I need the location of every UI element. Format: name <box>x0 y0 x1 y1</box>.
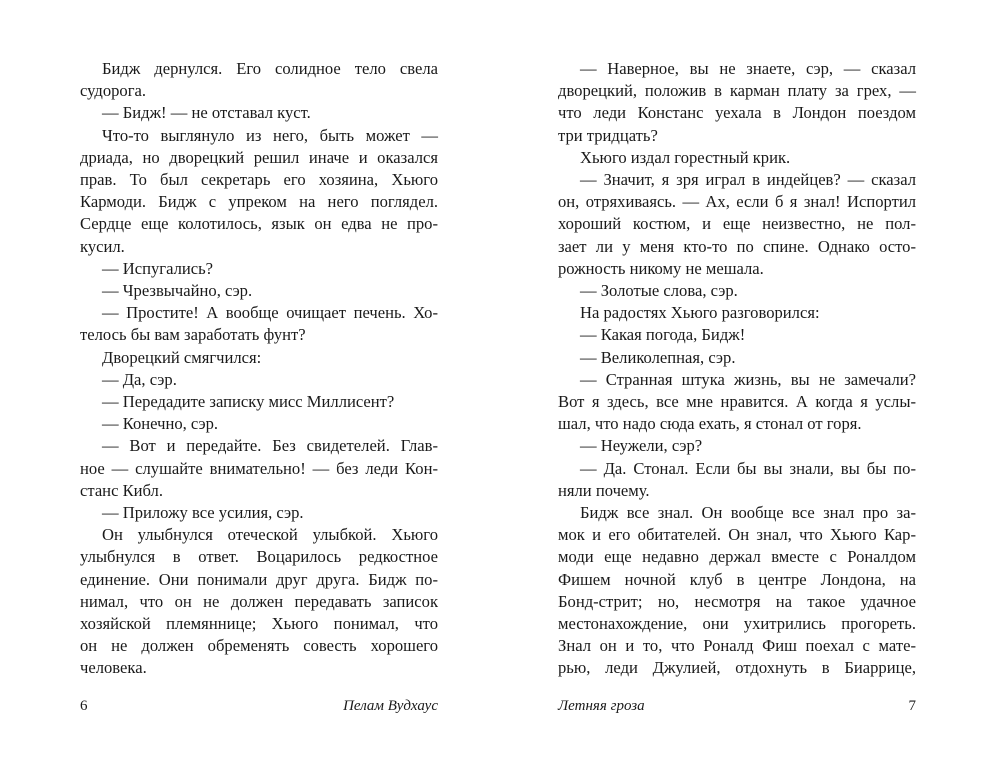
paragraph <box>80 347 438 369</box>
text-line: — Приложу все усилия, сэр. <box>102 503 304 523</box>
text-line: рожность никому не мешала. <box>558 258 764 278</box>
paragraph <box>80 258 438 280</box>
text-line: Хьюго издал горестный крик. <box>580 147 791 167</box>
paragraph <box>80 524 438 679</box>
paragraph <box>558 369 916 436</box>
text-line: — Значит, я зря играл в индейцев? — сказал <box>580 170 916 190</box>
text-line: — Да. Стонал. Если бы вы знали, вы бы по- <box>580 458 916 478</box>
text-line: дворецкий, положив в карман плату за грех, — <box>558 81 916 101</box>
text-line: кусил. <box>80 236 125 256</box>
paragraph <box>80 280 438 302</box>
text-line: — Наверное, вы не знаете, сэр, — сказал <box>580 59 916 78</box>
text-line: — Передадите записку мисс Миллисент? <box>102 392 395 412</box>
right-page-body <box>558 58 916 680</box>
paragraph <box>558 347 916 369</box>
text-line: — Неужели, сэр? <box>580 436 703 456</box>
text-line: дриада, но дворецкий решил иначе и оказался <box>80 147 438 167</box>
paragraph <box>80 369 438 391</box>
paragraph <box>80 413 438 435</box>
text-line: он, отряхиваясь. — Ах, если б я знал! Испортил <box>558 192 916 212</box>
text-line: ное — слушайте внимательно! — без леди Кон- <box>80 458 438 478</box>
text-line: телось бы вам заработать фунт? <box>80 325 306 345</box>
text-line: рью, леди Джулией, отдохнуть в Биаррице, <box>558 658 916 678</box>
paragraph <box>80 302 438 346</box>
paragraph <box>558 324 916 346</box>
text-line: зает ли у меня кто-то по спине. Однако осто- <box>558 236 916 256</box>
text-line: — Бидж! — не отставал куст. <box>102 103 311 123</box>
paragraph <box>558 169 916 280</box>
text-line: — Да, сэр. <box>102 369 177 389</box>
text-line: Дворецкий смягчился: <box>102 347 262 367</box>
text-line: — Чрезвычайно, сэр. <box>102 281 253 301</box>
left-running-head: Пелам Вудхаус <box>343 698 438 714</box>
paragraph <box>80 58 438 102</box>
text-line: станс Кибл. <box>80 480 163 500</box>
text-line: — Странная штука жизнь, вы не замечали? <box>580 369 916 389</box>
text-line: нимал, что он не должен передавать записок <box>80 591 438 611</box>
text-line: что леди Констанс уехала в Лондон поездом <box>558 103 916 123</box>
text-line: единение. Они понимали друг друга. Бидж по- <box>80 569 438 589</box>
text-line: — Великолепная, сэр. <box>580 347 736 367</box>
text-line: Знал он и то, что Роналд Фиш поехал с мате- <box>558 636 916 656</box>
text-line: — Простите! А вообще очищает печень. Хо- <box>102 303 438 323</box>
text-line: моди еще недавно держал вместе с Роналдом <box>558 547 916 567</box>
text-line: Сердце еще колотилось, язык он едва не про- <box>80 214 438 234</box>
text-line: — Какая погода, Бидж! <box>580 325 746 345</box>
paragraph <box>80 435 438 502</box>
paragraph <box>558 502 916 680</box>
text-line: хороший костюм, и еще неизвестно, не пол- <box>558 214 916 234</box>
paragraph <box>80 125 438 258</box>
text-line: человека. <box>80 658 147 678</box>
text-line: Бонд-стрит; но, несмотря на такое удачное <box>558 591 916 611</box>
paragraph <box>80 502 438 524</box>
text-line: мок и его обитателей. Он знал, что Хьюго Кар- <box>558 525 916 545</box>
text-line: Что-то выглянуло из него, быть может — <box>102 125 438 145</box>
text-line: — Вот и передайте. Без свидетелей. Глав- <box>102 436 438 456</box>
paragraph <box>558 435 916 457</box>
paragraph <box>80 391 438 413</box>
text-line: местонахождение, они ухитрились прогореть. <box>558 614 916 634</box>
paragraph <box>558 458 916 502</box>
left-page-number: 6 <box>80 698 88 714</box>
right-page-number: 7 <box>908 698 916 714</box>
text-line: Вот я здесь, все мне нравится. А когда я услы- <box>558 392 916 412</box>
paragraph <box>558 280 916 302</box>
left-page-body <box>80 58 438 680</box>
text-line: Бидж все знал. Он вообще все знал про за- <box>580 503 916 523</box>
paragraph <box>558 147 916 169</box>
text-line: — Золотые слова, сэр. <box>580 281 738 301</box>
text-line: Кармоди. Бидж с упреком на него поглядел. <box>80 192 438 212</box>
text-line: — Испугались? <box>102 258 214 278</box>
text-line: прав. То был секретарь его хозяина, Хьюго <box>80 170 438 190</box>
text-line: три тридцать? <box>558 125 658 145</box>
text-line: Бидж дернулся. Его солидное тело свела <box>102 59 438 78</box>
text-line: На радостях Хьюго разговорился: <box>580 303 820 323</box>
text-line: — Конечно, сэр. <box>102 414 219 434</box>
text-line: судорога. <box>80 81 147 101</box>
text-line: хозяйской племяннице; Хьюго понимал, что <box>80 614 438 634</box>
paragraph <box>558 58 916 147</box>
text-line: шал, что надо сюда ехать, я стонал от горя. <box>558 414 862 434</box>
right-running-head: Летняя гроза <box>558 698 645 714</box>
text-line: улыбнулся в ответ. Воцарилось редкостное <box>80 547 438 567</box>
paragraph <box>80 102 438 124</box>
paragraph <box>558 302 916 324</box>
text-line: Он улыбнулся отеческой улыбкой. Хьюго <box>102 525 438 545</box>
text-line: няли почему. <box>558 480 650 500</box>
text-line: он не должен обременять совесть хорошего <box>80 636 438 656</box>
text-line: Фишем ночной клуб в центре Лондона, на <box>558 569 916 589</box>
